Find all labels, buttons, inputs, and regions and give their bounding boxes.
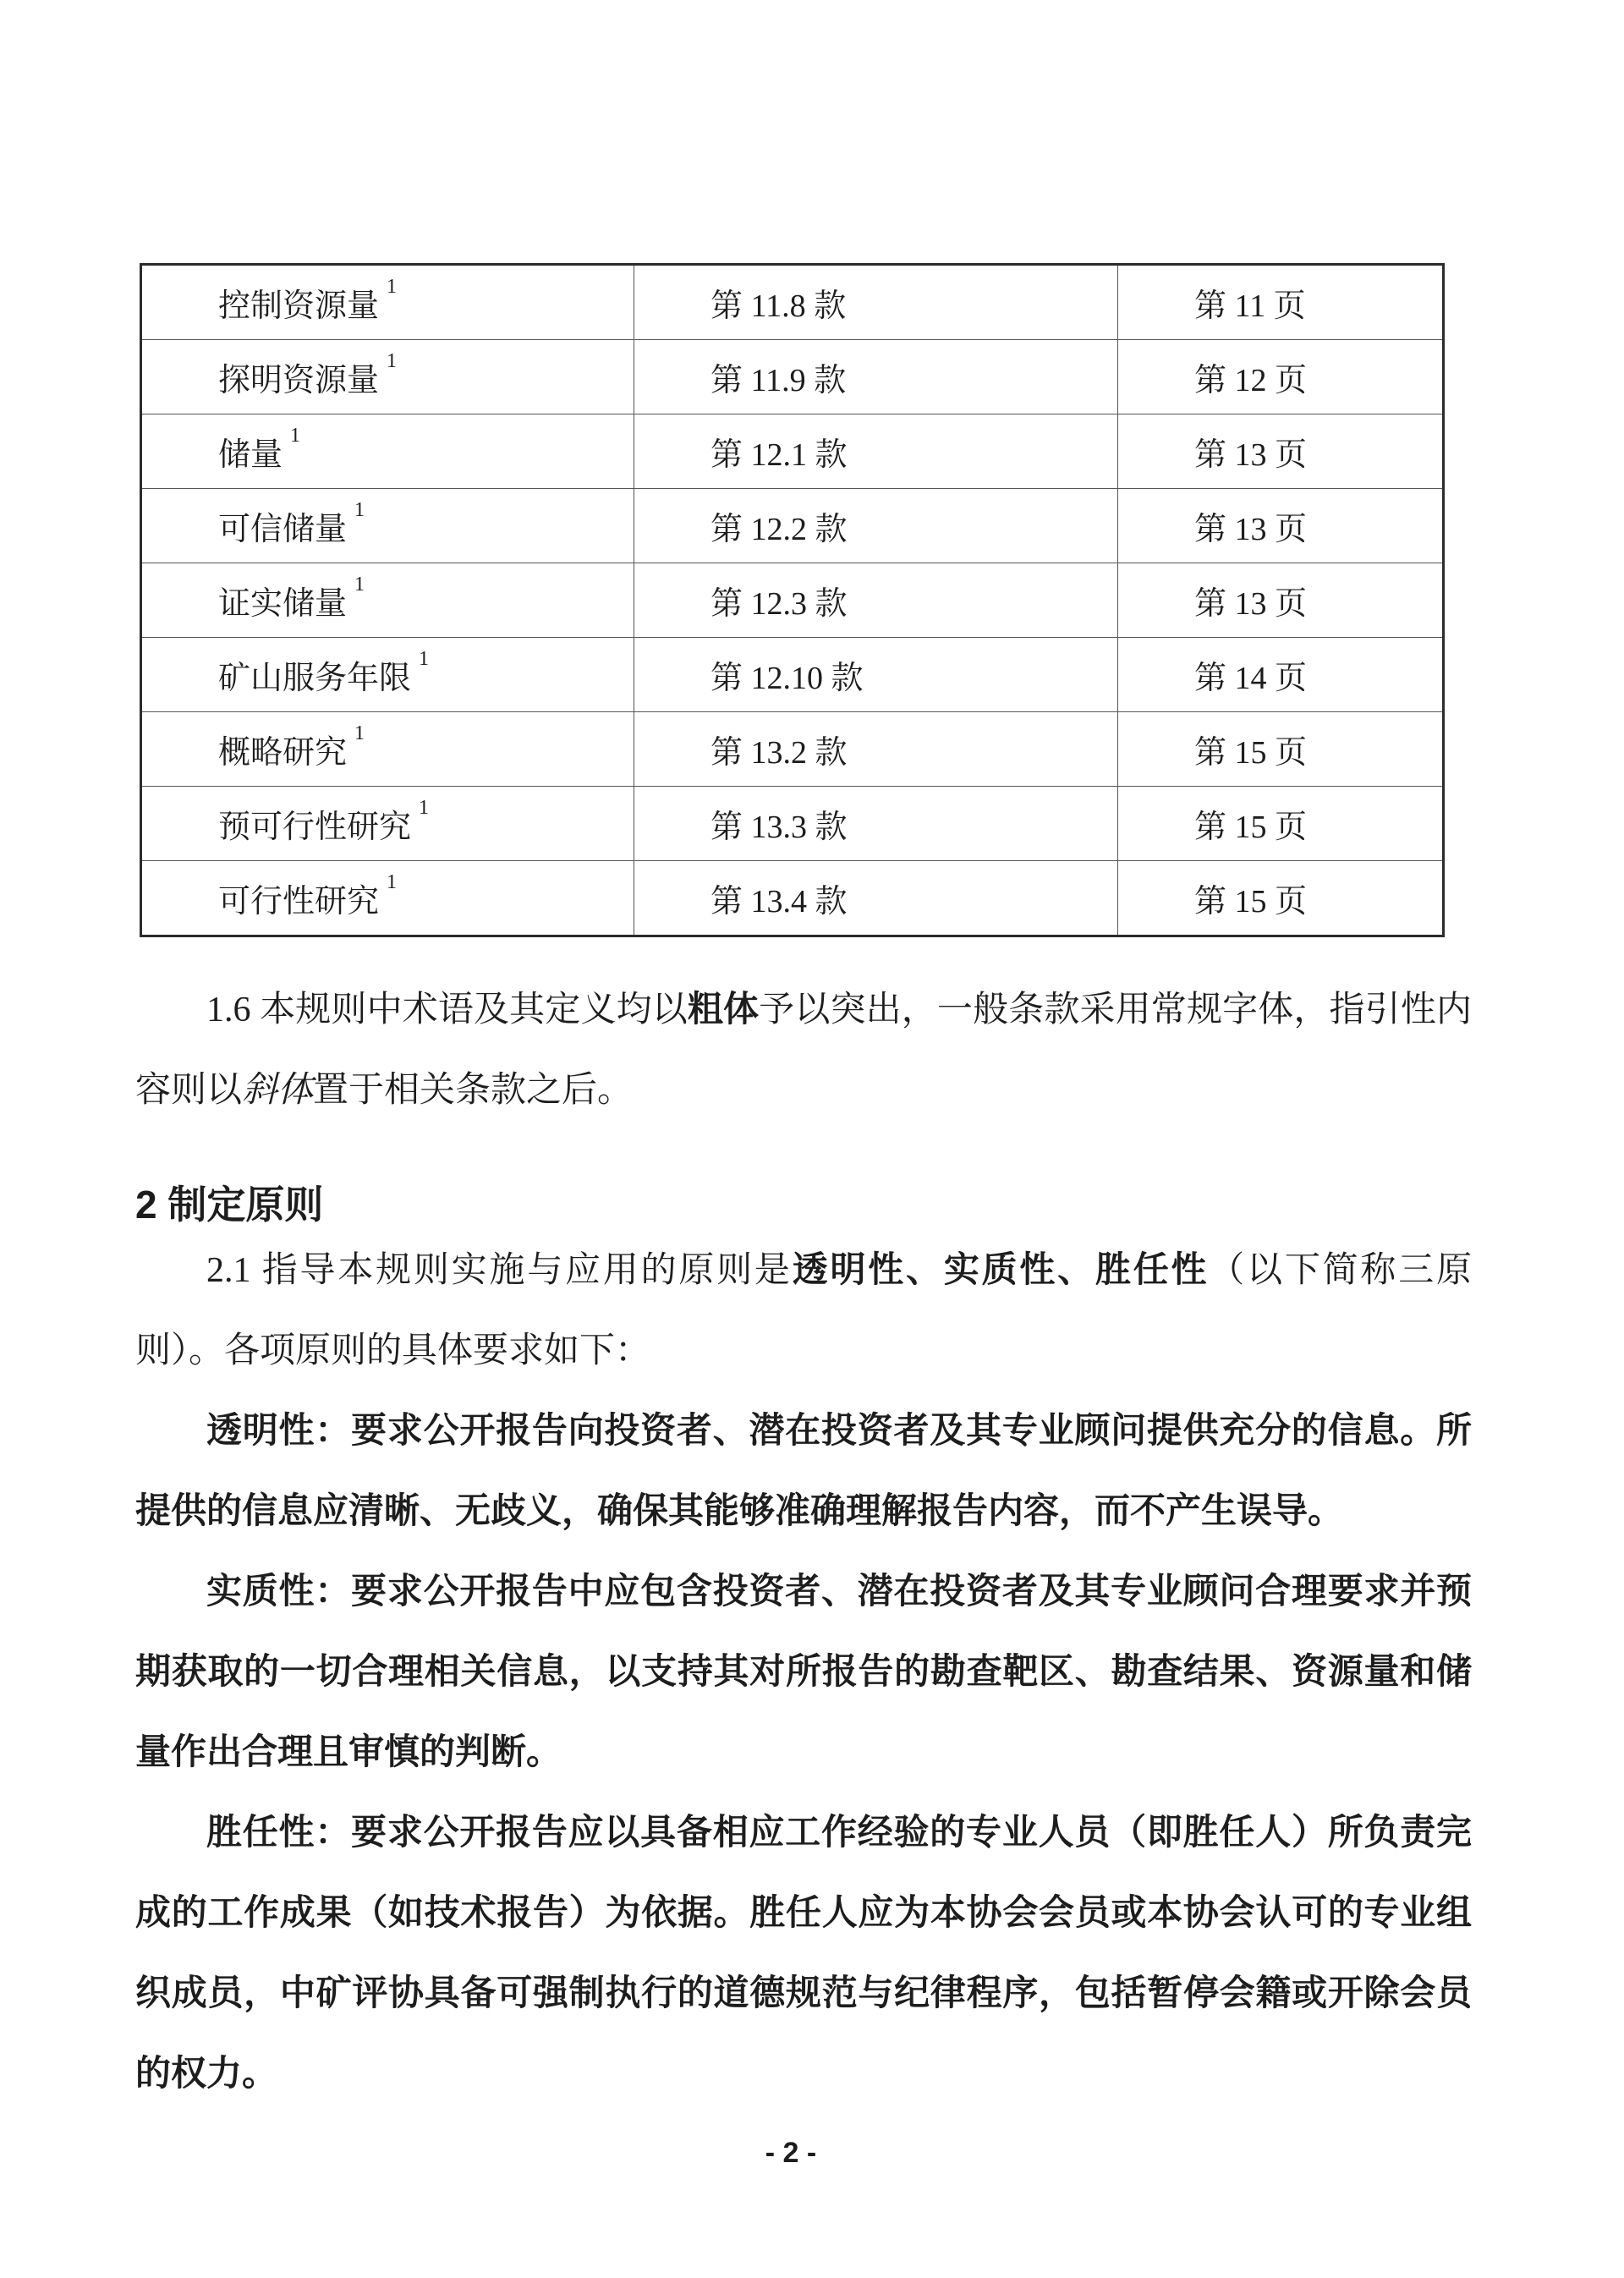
term-cell bbox=[141, 563, 634, 638]
page-cell: 第 15 页 bbox=[1118, 787, 1444, 861]
page-cell: 第 13 页 bbox=[1118, 563, 1444, 638]
footnote-ref: 1 bbox=[354, 722, 365, 745]
text-run: 予以突出，一般条款采用常规字体，指引性内容则以 bbox=[135, 991, 1472, 1110]
clause-cell: 第 12.1 款 bbox=[634, 414, 1118, 489]
term-text: 储量 bbox=[218, 437, 283, 473]
table-row bbox=[141, 489, 1444, 563]
term-text: 探明资源量 bbox=[218, 363, 380, 398]
paragraph-competence: 胜任性：要求公开报告应以具备相应工作经验的专业人员（即胜任人）所负责完成的工作成果（如技术报告）为依据。胜任人应为本协会会员或本协会认可的专业组织成员，中矿评协具备可强制执行的道德规范与纪律程序，包括暂停会籍或开除会员的权力。 bbox=[135, 1814, 1472, 2094]
bold-run: 粗体 bbox=[687, 991, 760, 1029]
page-cell: 第 13 页 bbox=[1118, 489, 1444, 563]
clause-cell: 第 12.3 款 bbox=[634, 563, 1118, 638]
footnote-ref: 1 bbox=[387, 350, 398, 373]
italic-run: 斜体 bbox=[242, 1071, 314, 1110]
terms-index-table bbox=[140, 263, 1445, 937]
page-cell: 第 12 页 bbox=[1118, 340, 1444, 414]
table-row bbox=[141, 638, 1444, 712]
term-cell bbox=[141, 414, 634, 489]
footnote-ref: 1 bbox=[290, 425, 301, 447]
term-cell bbox=[141, 489, 634, 563]
clause-cell: 第 11.8 款 bbox=[634, 265, 1118, 340]
paragraph-transparency: 透明性：要求公开报告向投资者、潜在投资者及其专业顾问提供充分的信息。所提供的信息应清晰、无歧义，确保其能够准确理解报告内容，而不产生误导。 bbox=[135, 1412, 1472, 1531]
paragraph-materiality: 实质性：要求公开报告中应包含投资者、潜在投资者及其专业顾问合理要求并预期获取的一切合理相关信息，以支持其对所报告的勘查靶区、勘查结果、资源量和储量作出合理且审慎的判断。 bbox=[135, 1573, 1472, 1772]
term-text: 概略研究 bbox=[218, 735, 348, 771]
table-row bbox=[141, 563, 1444, 638]
table-row bbox=[141, 340, 1444, 414]
footnote-ref: 1 bbox=[387, 276, 398, 299]
term-text: 可信储量 bbox=[218, 512, 348, 547]
paragraph-2-1 bbox=[135, 1231, 1472, 1392]
clause-cell: 第 12.2 款 bbox=[634, 489, 1118, 563]
term-text: 预可行性研究 bbox=[218, 810, 412, 845]
page-cell: 第 15 页 bbox=[1118, 861, 1444, 936]
bold-run: 透明性、实质性、胜任性 bbox=[792, 1251, 1210, 1290]
footnote-ref: 1 bbox=[354, 574, 365, 596]
table-row bbox=[141, 414, 1444, 489]
page-number: - 2 - bbox=[765, 2137, 817, 2169]
section-heading: 2 制定原则 bbox=[135, 1183, 324, 1227]
term-text: 可行性研究 bbox=[218, 884, 380, 919]
term-cell bbox=[141, 340, 634, 414]
page-cell: 第 14 页 bbox=[1118, 638, 1444, 712]
text-run: （以下简称三原则）。各项原则的具体要求如下： bbox=[135, 1251, 1472, 1370]
page-footer bbox=[0, 2137, 1582, 2170]
term-text: 矿山服务年限 bbox=[218, 661, 412, 696]
footnote-ref: 1 bbox=[387, 871, 398, 894]
footnote-ref: 1 bbox=[419, 648, 430, 671]
term-cell bbox=[141, 787, 634, 861]
text-run: 置于相关条款之后。 bbox=[313, 1071, 634, 1110]
footnote-ref: 1 bbox=[419, 797, 430, 820]
term-cell bbox=[141, 861, 634, 936]
clause-cell: 第 13.2 款 bbox=[634, 712, 1118, 787]
term-cell bbox=[141, 638, 634, 712]
paragraph-1-6 bbox=[135, 970, 1472, 1131]
text-run: 2.1 指导本规则实施与应用的原则是 bbox=[206, 1251, 793, 1290]
term-text: 证实储量 bbox=[218, 586, 348, 622]
table-row bbox=[141, 861, 1444, 936]
clause-cell: 第 13.4 款 bbox=[634, 861, 1118, 936]
table-row bbox=[141, 712, 1444, 787]
page-cell: 第 15 页 bbox=[1118, 712, 1444, 787]
table-row bbox=[141, 265, 1444, 340]
table-row bbox=[141, 787, 1444, 861]
body-text bbox=[135, 970, 1472, 2115]
clause-cell: 第 12.10 款 bbox=[634, 638, 1118, 712]
clause-cell: 第 11.9 款 bbox=[634, 340, 1118, 414]
page-cell: 第 13 页 bbox=[1118, 414, 1444, 489]
term-text: 控制资源量 bbox=[218, 288, 380, 324]
term-cell bbox=[141, 712, 634, 787]
footnote-ref: 1 bbox=[354, 499, 365, 522]
term-cell bbox=[141, 265, 634, 340]
clause-cell: 第 13.3 款 bbox=[634, 787, 1118, 861]
page-cell: 第 11 页 bbox=[1118, 265, 1444, 340]
text-run: 1.6 本规则中术语及其定义均以 bbox=[206, 991, 688, 1029]
